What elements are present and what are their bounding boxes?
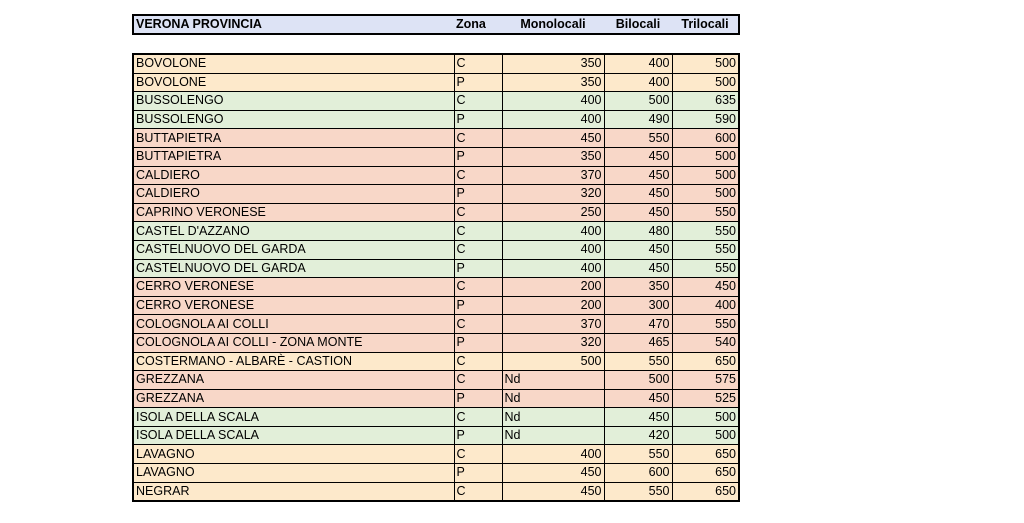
cell-monolocali: 450 (502, 129, 604, 148)
cell-zona: C (454, 92, 502, 111)
cell-zona: C (454, 352, 502, 371)
cell-comune: CASTELNUOVO DEL GARDA (133, 259, 454, 278)
table-row (133, 222, 739, 241)
cell-trilocali: 500 (672, 147, 739, 166)
price-table (132, 53, 740, 502)
cell-zona: C (454, 222, 502, 241)
cell-trilocali: 600 (672, 129, 739, 148)
cell-trilocali: 500 (672, 426, 739, 445)
cell-bilocali: 500 (604, 92, 672, 111)
cell-monolocali: 400 (502, 259, 604, 278)
cell-zona: P (454, 147, 502, 166)
cell-monolocali: 400 (502, 445, 604, 464)
cell-comune: COLOGNOLA AI COLLI - ZONA MONTE (133, 333, 454, 352)
cell-comune: BUTTAPIETRA (133, 129, 454, 148)
cell-bilocali: 400 (604, 54, 672, 73)
header-table (132, 14, 740, 35)
cell-zona: P (454, 464, 502, 483)
cell-bilocali: 550 (604, 352, 672, 371)
table-row (133, 240, 739, 259)
header-monolocali: Monolocali (520, 17, 586, 31)
cell-bilocali: 470 (604, 315, 672, 334)
cell-bilocali: 450 (604, 203, 672, 222)
table-row (133, 352, 739, 371)
table-row (133, 445, 739, 464)
cell-trilocali: 500 (672, 408, 739, 427)
cell-bilocali: 450 (604, 240, 672, 259)
table-row (133, 482, 739, 501)
cell-monolocali: 400 (502, 240, 604, 259)
cell-comune: GREZZANA (133, 389, 454, 408)
cell-bilocali: 450 (604, 166, 672, 185)
table-row (133, 147, 739, 166)
cell-zona: C (454, 166, 502, 185)
table-row (133, 389, 739, 408)
header-row (133, 15, 739, 34)
cell-trilocali: 450 (672, 278, 739, 297)
cell-comune: BOVOLONE (133, 54, 454, 73)
cell-monolocali: Nd (502, 389, 604, 408)
cell-bilocali: 550 (604, 129, 672, 148)
cell-bilocali: 480 (604, 222, 672, 241)
cell-comune: CERRO VERONESE (133, 296, 454, 315)
cell-trilocali: 550 (672, 259, 739, 278)
cell-comune: COSTERMANO - ALBARÈ - CASTION (133, 352, 454, 371)
table-row (133, 296, 739, 315)
cell-zona: C (454, 445, 502, 464)
table-row (133, 203, 739, 222)
cell-monolocali: 250 (502, 203, 604, 222)
cell-monolocali: 350 (502, 147, 604, 166)
cell-bilocali: 550 (604, 445, 672, 464)
cell-comune: CASTELNUOVO DEL GARDA (133, 240, 454, 259)
cell-monolocali: Nd (502, 426, 604, 445)
cell-comune: BUTTAPIETRA (133, 147, 454, 166)
cell-monolocali: 450 (502, 464, 604, 483)
cell-zona: P (454, 296, 502, 315)
cell-zona: C (454, 240, 502, 259)
cell-comune: CERRO VERONESE (133, 278, 454, 297)
table-row (133, 278, 739, 297)
cell-zona: C (454, 278, 502, 297)
cell-comune: GREZZANA (133, 371, 454, 390)
cell-trilocali: 650 (672, 445, 739, 464)
cell-zona: C (454, 482, 502, 501)
cell-comune: COLOGNOLA AI COLLI (133, 315, 454, 334)
table-row (133, 54, 739, 73)
cell-trilocali: 500 (672, 166, 739, 185)
cell-trilocali: 635 (672, 92, 739, 111)
cell-bilocali: 450 (604, 185, 672, 204)
cell-bilocali: 450 (604, 147, 672, 166)
cell-trilocali: 590 (672, 110, 739, 129)
cell-monolocali: Nd (502, 408, 604, 427)
cell-monolocali: 350 (502, 54, 604, 73)
cell-comune: CALDIERO (133, 166, 454, 185)
cell-trilocali: 650 (672, 352, 739, 371)
cell-monolocali: Nd (502, 371, 604, 390)
header-title: VERONA PROVINCIA (136, 17, 262, 31)
cell-comune: BUSSOLENGO (133, 92, 454, 111)
table-row (133, 315, 739, 334)
cell-trilocali: 575 (672, 371, 739, 390)
cell-monolocali: 200 (502, 278, 604, 297)
cell-trilocali: 550 (672, 222, 739, 241)
table-row (133, 408, 739, 427)
cell-bilocali: 500 (604, 371, 672, 390)
cell-trilocali: 500 (672, 54, 739, 73)
table-row (133, 426, 739, 445)
cell-zona: C (454, 129, 502, 148)
cell-zona: P (454, 389, 502, 408)
cell-trilocali: 500 (672, 185, 739, 204)
cell-monolocali: 400 (502, 222, 604, 241)
cell-bilocali: 600 (604, 464, 672, 483)
cell-bilocali: 550 (604, 482, 672, 501)
cell-monolocali: 500 (502, 352, 604, 371)
cell-zona: C (454, 54, 502, 73)
cell-trilocali: 650 (672, 464, 739, 483)
cell-trilocali: 400 (672, 296, 739, 315)
cell-monolocali: 400 (502, 92, 604, 111)
cell-zona: C (454, 371, 502, 390)
cell-zona: C (454, 315, 502, 334)
cell-bilocali: 350 (604, 278, 672, 297)
table-row (133, 185, 739, 204)
header-bilocali: Bilocali (615, 17, 661, 31)
cell-monolocali: 400 (502, 110, 604, 129)
cell-comune: CALDIERO (133, 185, 454, 204)
cell-monolocali: 320 (502, 185, 604, 204)
table-row (133, 333, 739, 352)
table-row (133, 92, 739, 111)
cell-bilocali: 450 (604, 259, 672, 278)
cell-zona: P (454, 333, 502, 352)
cell-bilocali: 300 (604, 296, 672, 315)
header-trilocali: Trilocali (681, 17, 729, 31)
cell-bilocali: 420 (604, 426, 672, 445)
cell-zona: P (454, 426, 502, 445)
cell-monolocali: 200 (502, 296, 604, 315)
cell-zona: P (454, 259, 502, 278)
cell-zona: P (454, 185, 502, 204)
cell-comune: ISOLA DELLA SCALA (133, 408, 454, 427)
cell-comune: BOVOLONE (133, 73, 454, 92)
cell-zona: P (454, 73, 502, 92)
cell-monolocali: 370 (502, 315, 604, 334)
cell-bilocali: 490 (604, 110, 672, 129)
cell-bilocali: 450 (604, 408, 672, 427)
header-zona: Zona (456, 17, 486, 31)
cell-bilocali: 400 (604, 73, 672, 92)
cell-trilocali: 550 (672, 203, 739, 222)
cell-comune: LAVAGNO (133, 464, 454, 483)
cell-bilocali: 465 (604, 333, 672, 352)
cell-trilocali: 550 (672, 240, 739, 259)
table-row (133, 73, 739, 92)
cell-comune: CASTEL D'AZZANO (133, 222, 454, 241)
cell-monolocali: 350 (502, 73, 604, 92)
cell-trilocali: 540 (672, 333, 739, 352)
cell-monolocali: 370 (502, 166, 604, 185)
cell-trilocali: 525 (672, 389, 739, 408)
cell-comune: CAPRINO VERONESE (133, 203, 454, 222)
cell-trilocali: 550 (672, 315, 739, 334)
cell-monolocali: 450 (502, 482, 604, 501)
table-row (133, 259, 739, 278)
table-row (133, 464, 739, 483)
cell-zona: P (454, 110, 502, 129)
cell-comune: NEGRAR (133, 482, 454, 501)
table-row (133, 110, 739, 129)
cell-monolocali: 320 (502, 333, 604, 352)
cell-comune: ISOLA DELLA SCALA (133, 426, 454, 445)
cell-bilocali: 450 (604, 389, 672, 408)
cell-zona: C (454, 408, 502, 427)
cell-zona: C (454, 203, 502, 222)
cell-comune: LAVAGNO (133, 445, 454, 464)
table-row (133, 129, 739, 148)
table-row (133, 166, 739, 185)
cell-comune: BUSSOLENGO (133, 110, 454, 129)
cell-trilocali: 650 (672, 482, 739, 501)
table-row (133, 371, 739, 390)
cell-trilocali: 500 (672, 73, 739, 92)
